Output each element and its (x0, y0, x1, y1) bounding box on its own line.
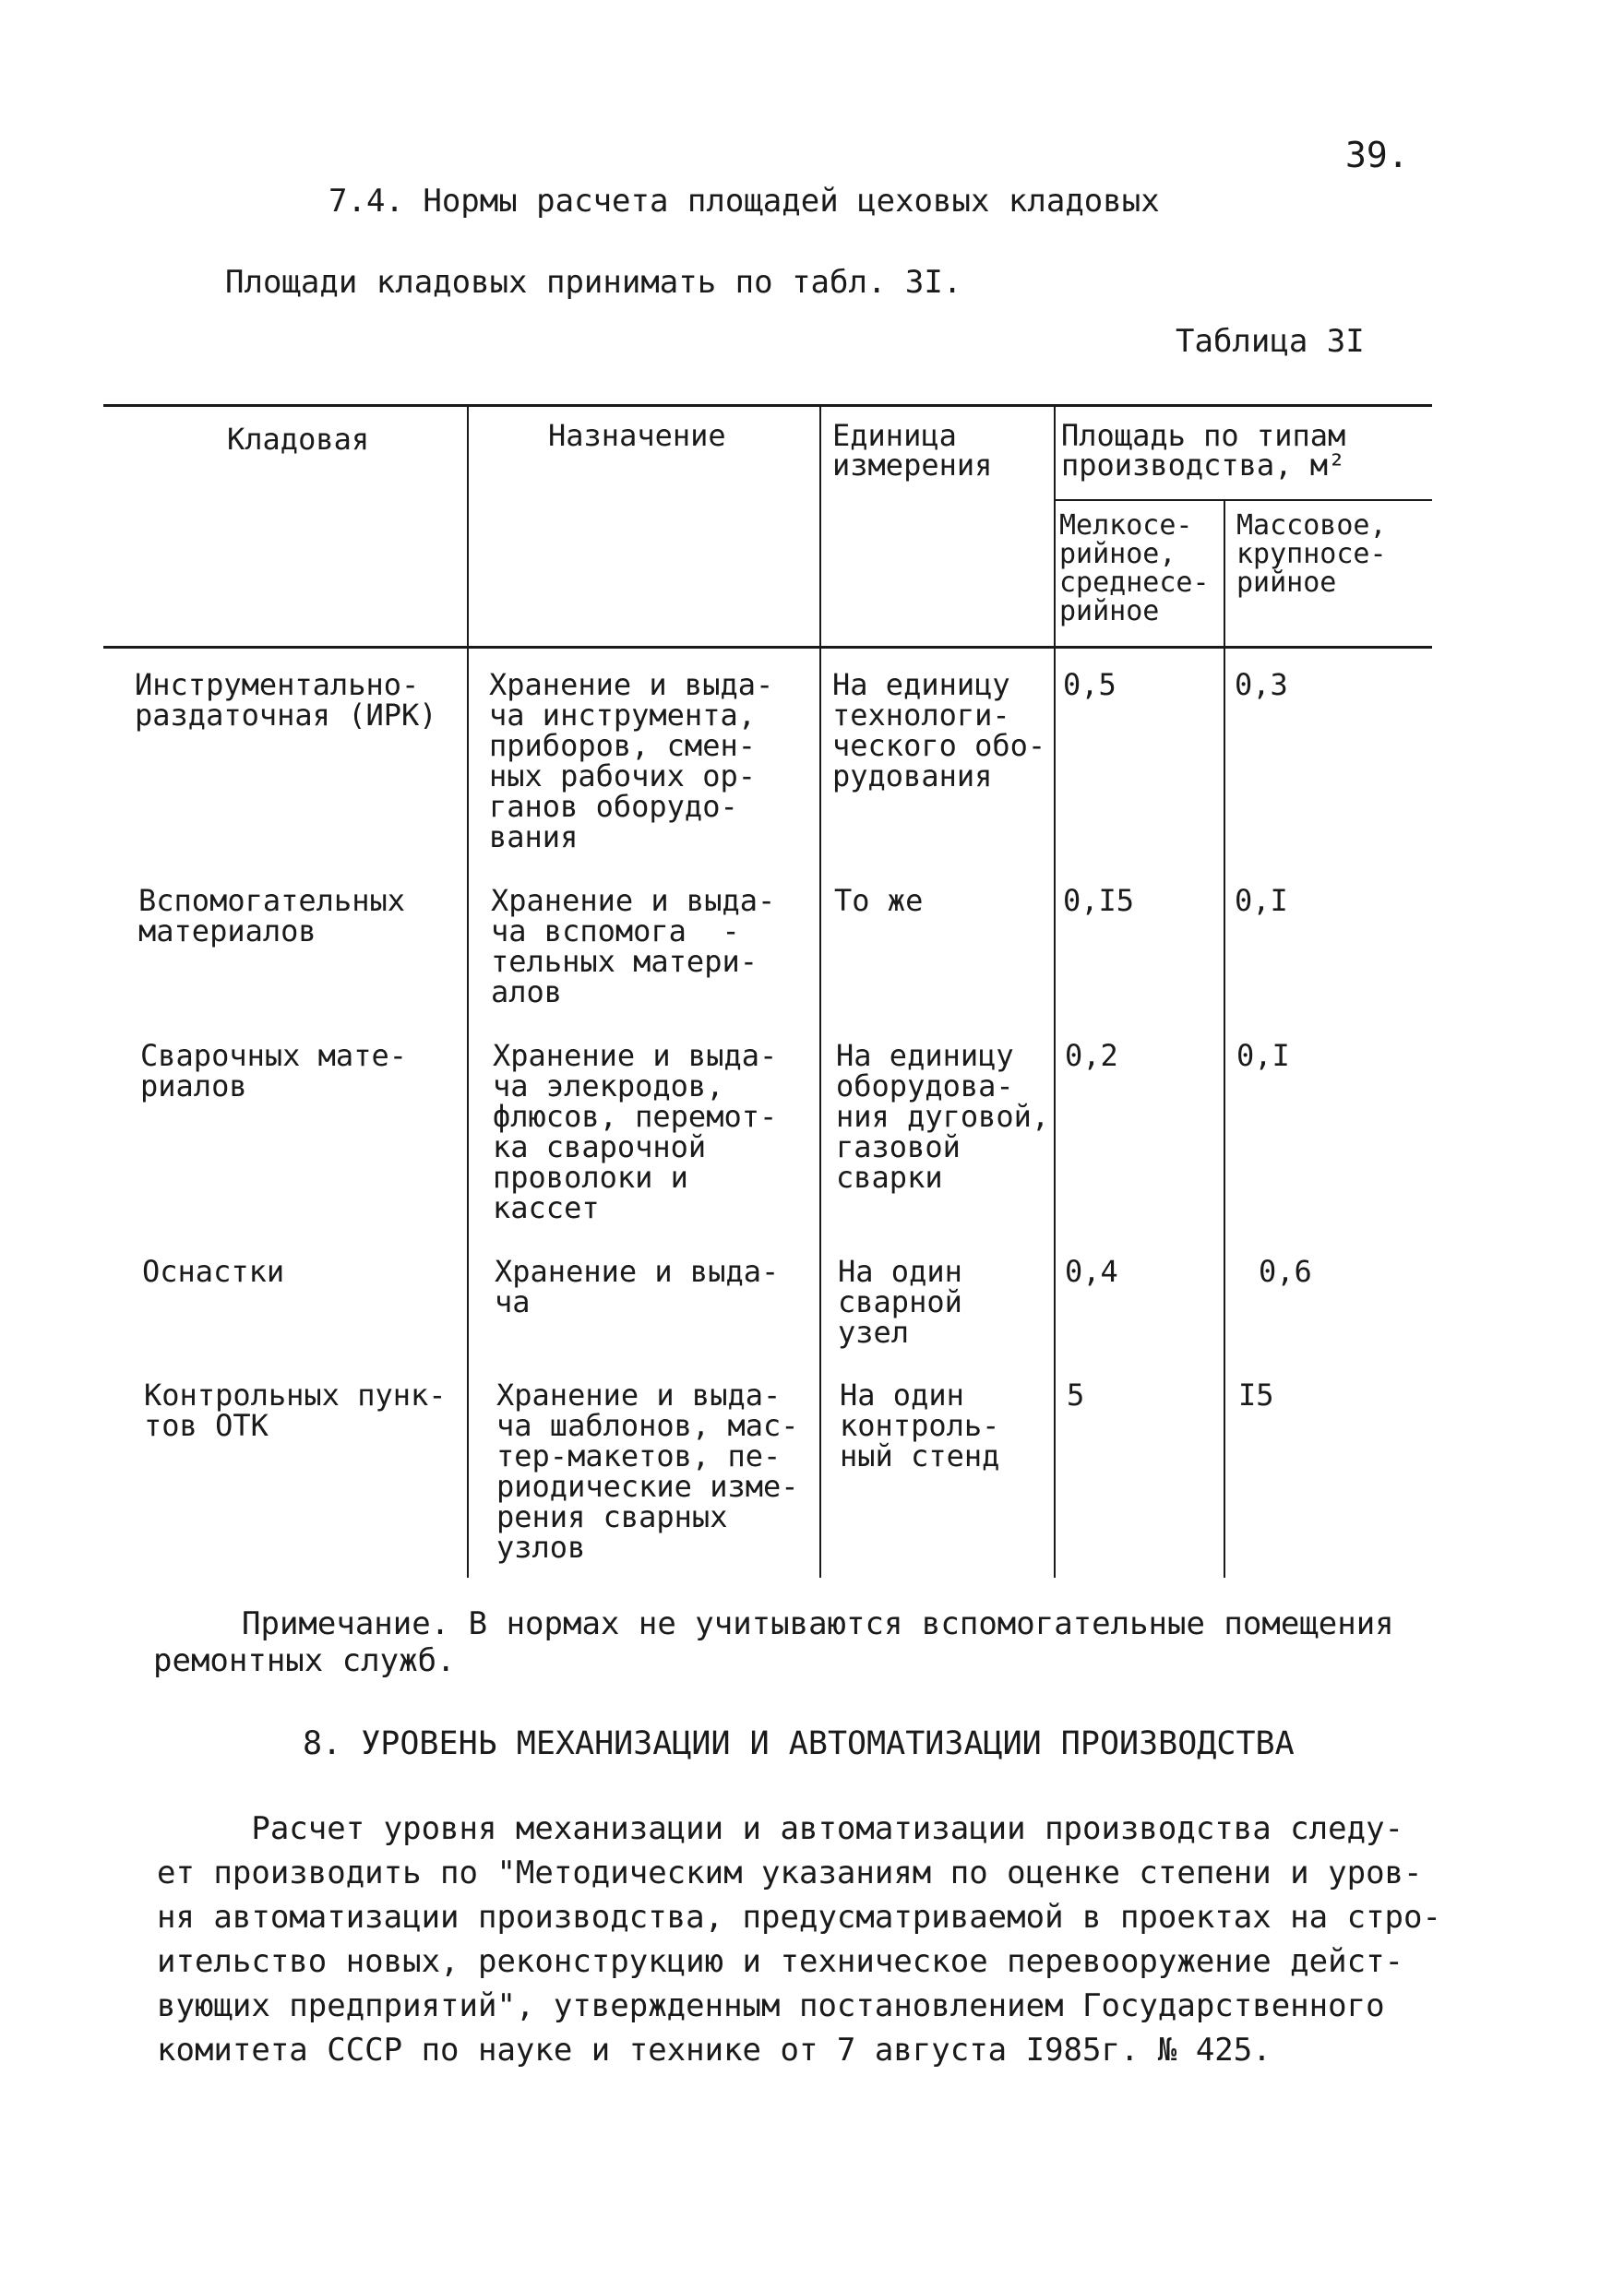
table-row-1-small-series: 0,5 (1063, 667, 1116, 702)
table-row-4-purpose: Хранение и выда- ча (495, 1254, 780, 1319)
section-8-title: 8. УРОВЕНЬ МЕХАНИЗАЦИИ И АВТОМАТИЗАЦИИ ПРОИЗВОДСТВА (303, 1725, 1295, 1762)
column-divider-1 (467, 404, 469, 1578)
table-row-3-small-series: 0,2 (1065, 1038, 1118, 1073)
table-row-1-storeroom: Инструментально- раздаточная (ИРК) (135, 667, 437, 733)
table-row-5-purpose: Хранение и выда- ча шаблонов, мас- тер-макетов, пе- риодические изме- рения сварных узлов (496, 1378, 799, 1565)
table-row-2-storeroom: Вспомогательных материалов (138, 883, 405, 948)
table-row-5-mass: I5 (1238, 1378, 1274, 1413)
header-unit-line1: Единица (832, 418, 957, 453)
table-row-1-mass: 0,3 (1235, 667, 1288, 702)
table-row-1-purpose: Хранение и выда- ча инструмента, приборов, смен- ных рабочих ор- ганов оборудо- вания (489, 667, 774, 854)
table-row-2-small-series: 0,I5 (1063, 883, 1135, 918)
paragraph-line-1: Расчет уровня механизации и автоматизации производства следу- (157, 1810, 1404, 1847)
table-row-3-unit: На единицу оборудова- ния дуговой, газовой сварки (836, 1038, 1050, 1195)
header-storeroom: Кладовая (227, 422, 370, 457)
column-divider-3 (1054, 404, 1056, 1578)
header-unit-line2: измерения (832, 447, 993, 483)
column-divider-2 (819, 404, 821, 1578)
header-mass: Массовое, крупносе- рийное (1236, 509, 1387, 599)
table-row-2-mass: 0,I (1235, 883, 1288, 918)
section-title: 7.4. Нормы расчета площадей цеховых кладовых (328, 183, 1160, 220)
table-row-5-storeroom: Контрольных пунк- тов ОТК (144, 1378, 447, 1443)
table-row-1-unit: На единицу технологи- ческого обо- рудования (832, 667, 1046, 793)
column-divider-4 (1224, 499, 1225, 1578)
table-row-2-purpose: Хранение и выда- ча вспомога - тельных матери- алов (491, 883, 776, 1009)
table-top-rule (103, 404, 1432, 407)
table-row-3-purpose: Хранение и выда- ча элекродов, флюсов, перемот- ка сварочной проволоки и кассет (493, 1038, 778, 1225)
paragraph-line-2: ет производить по "Методическим указаниям по оценке степени и уров- (157, 1855, 1423, 1891)
table-row-4-unit: На один сварной узел (838, 1254, 962, 1350)
intro-text: Площади кладовых принимать по табл. 3I. (225, 264, 962, 301)
table-row-4-small-series: 0,4 (1065, 1254, 1118, 1289)
header-area-line2: производства, м² (1061, 447, 1346, 483)
table-row-3-storeroom: Сварочных мате- риалов (140, 1038, 407, 1103)
note-line-2: ремонтных служб. (153, 1642, 456, 1679)
paragraph-line-3: ня автоматизации производства, предусматриваемой в проектах на стро- (157, 1899, 1441, 1936)
table-row-5-small-series: 5 (1067, 1378, 1085, 1413)
note-line-1: Примечание. В нормах не учитываются вспомогательные помещения (242, 1605, 1394, 1642)
table-row-2-unit: То же (834, 883, 924, 918)
header-small-series: Мелкосе- рийное, среднесе- рийное (1059, 509, 1210, 627)
paragraph-line-6: комитета СССР по науке и технике от 7 августа I985г. № 425. (157, 2032, 1272, 2069)
table-row-5-unit: На один контроль- ный стенд (840, 1378, 1000, 1473)
table-row-3-mass: 0,I (1236, 1038, 1290, 1073)
table-label: Таблица 3I (1176, 323, 1365, 360)
header-area-line1: Площадь по типам (1061, 418, 1346, 453)
table-row-4-storeroom: Оснастки (142, 1254, 285, 1289)
table-header-rule (103, 646, 1432, 649)
table-row-4-mass: 0,6 (1259, 1254, 1312, 1289)
page-number: 39. (1345, 135, 1409, 175)
area-subheader-rule (1054, 499, 1432, 501)
header-purpose: Назначение (548, 418, 726, 453)
paragraph-line-4: ительство новых, реконструкцию и техническое перевооружение дейст- (157, 1943, 1404, 1980)
paragraph-line-5: вующих предприятий", утвержденным постановлением Государственного (157, 1987, 1385, 2024)
